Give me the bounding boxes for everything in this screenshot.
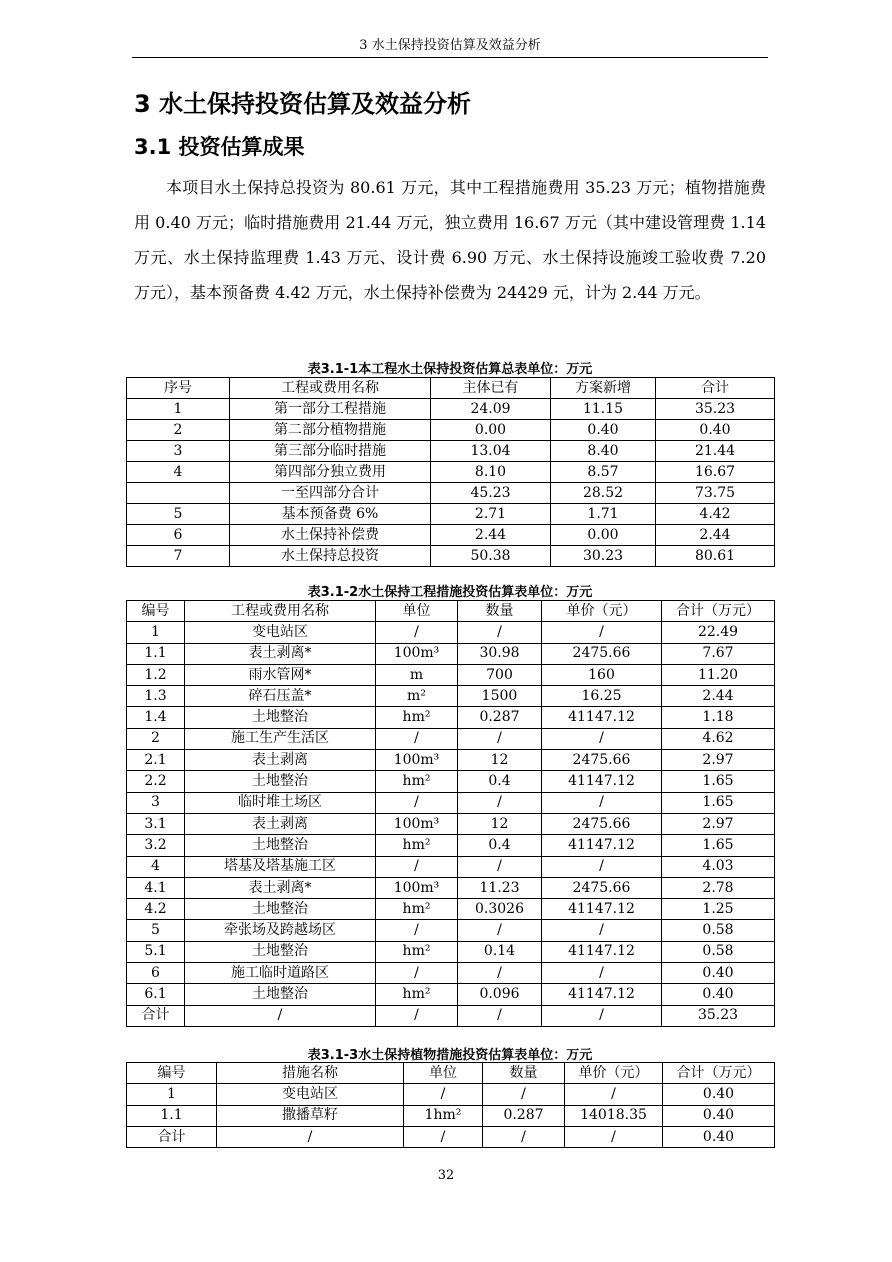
- table-cell: 41147.12: [542, 771, 662, 792]
- table-cell: 2.71: [431, 504, 551, 525]
- table-cell: /: [458, 920, 542, 941]
- table-cell: /: [458, 856, 542, 877]
- table-cell: 水土保持补偿费: [230, 525, 431, 546]
- table-cell: 30.23: [551, 546, 656, 567]
- table-cell: /: [185, 1005, 376, 1026]
- table-cell: /: [404, 1084, 483, 1105]
- table-cell: 基本预备费 6%: [230, 504, 431, 525]
- table-cell: 0.58: [662, 941, 775, 962]
- table-cell: 变电站区: [217, 1084, 404, 1105]
- column-header: 编号: [127, 601, 185, 622]
- table-cell: 表土剥离: [185, 813, 376, 834]
- table-cell: 1.1: [127, 1105, 217, 1126]
- table-cell: 11.15: [551, 399, 656, 420]
- table-cell: 2475.66: [542, 877, 662, 898]
- column-header: 数量: [458, 601, 542, 622]
- table-row: [127, 1126, 775, 1147]
- table-cell: /: [458, 963, 542, 984]
- column-header: 合计（万元）: [662, 601, 775, 622]
- table-cell: 2.44: [431, 525, 551, 546]
- table-row: [127, 1105, 775, 1126]
- table-cell: 牵张场及跨越场区: [185, 920, 376, 941]
- table-cell: hm²: [376, 984, 458, 1005]
- table-cell: hm²: [376, 899, 458, 920]
- column-header: 方案新增: [551, 378, 656, 399]
- table-cell: 2475.66: [542, 750, 662, 771]
- table-header-row: [127, 1063, 775, 1084]
- table-cell: 施工临时道路区: [185, 963, 376, 984]
- table-cell: 7: [127, 546, 230, 567]
- column-header: 单位: [376, 601, 458, 622]
- table-cell: 35.23: [662, 1005, 775, 1026]
- table-cell: 第四部分独立费用: [230, 462, 431, 483]
- table-cell: 3.2: [127, 835, 185, 856]
- table-row: [127, 420, 775, 441]
- table-cell: 30.98: [458, 643, 542, 664]
- header-divider: [132, 57, 768, 58]
- table-cell: 2.2: [127, 771, 185, 792]
- table-row: [127, 504, 775, 525]
- table-row: [127, 525, 775, 546]
- column-header: 单价（元）: [542, 601, 662, 622]
- table-cell: /: [542, 856, 662, 877]
- table-cell: 16.67: [656, 462, 775, 483]
- table-cell: m²: [376, 686, 458, 707]
- table-cell: hm²: [376, 707, 458, 728]
- table-cell: /: [376, 622, 458, 643]
- table1-body: [127, 399, 775, 567]
- table-row: [127, 462, 775, 483]
- table-cell: 3: [127, 441, 230, 462]
- table-cell: 6.1: [127, 984, 185, 1005]
- table-cell: 8.40: [551, 441, 656, 462]
- table-cell: 0.4: [458, 771, 542, 792]
- section-heading: 3.1 投资估算成果: [134, 135, 305, 159]
- table-cell: 13.04: [431, 441, 551, 462]
- table-cell: 1500: [458, 686, 542, 707]
- table-cell: hm²: [376, 835, 458, 856]
- table-cell: 4: [127, 462, 230, 483]
- table-cell: /: [404, 1126, 483, 1147]
- table-cell: hm²: [376, 941, 458, 962]
- table-cell: 8.57: [551, 462, 656, 483]
- table-cell: 施工生产生活区: [185, 728, 376, 749]
- table-cell: 100m³: [376, 813, 458, 834]
- table-cell: 0.40: [662, 963, 775, 984]
- table-cell: /: [565, 1084, 663, 1105]
- column-header: 序号: [127, 378, 230, 399]
- summary-paragraph: 本项目水土保持总投资为 80.61 万元，其中工程措施费用 35.23 万元；植物措施费用 0.40 万元；临时措施费用 21.44 万元，独立费用 16.67 万元（其中建设管理费 1.14 万元、水土保持监理费 1.43 万元、设计费 6.90 万元、水土保持设施竣工验收费 7.20 万元），基本预备费 4.42 万元，水土保持补偿费为 24429 元，计为 2.44 万元。: [134, 178, 766, 302]
- table-row: [127, 664, 775, 685]
- table-cell: 4.2: [127, 899, 185, 920]
- table-cell: 160: [542, 664, 662, 685]
- table-cell: /: [458, 622, 542, 643]
- table-cell: /: [542, 1005, 662, 1026]
- table-cell: 0.096: [458, 984, 542, 1005]
- table-header-row: [127, 378, 775, 399]
- table-row: [127, 771, 775, 792]
- table-cell: 2.44: [656, 525, 775, 546]
- table-cell: 1.25: [662, 899, 775, 920]
- table-row: [127, 941, 775, 962]
- table-row: [127, 920, 775, 941]
- table-cell: 41147.12: [542, 835, 662, 856]
- table-cell: 1.18: [662, 707, 775, 728]
- table-cell: 2.78: [662, 877, 775, 898]
- table-cell: 100m³: [376, 643, 458, 664]
- table-cell: 0.40: [662, 984, 775, 1005]
- table-cell: 1.3: [127, 686, 185, 707]
- table-cell: 35.23: [656, 399, 775, 420]
- column-header: 主体已有: [431, 378, 551, 399]
- table-cell: 0.4: [458, 835, 542, 856]
- table-cell: /: [376, 856, 458, 877]
- column-header: 数量: [483, 1063, 565, 1084]
- table-cell: [127, 483, 230, 504]
- table-cell: 0.00: [431, 420, 551, 441]
- table-cell: /: [376, 728, 458, 749]
- table-cell: 第二部分植物措施: [230, 420, 431, 441]
- table-cell: 4.1: [127, 877, 185, 898]
- table-cell: 表土剥离: [185, 750, 376, 771]
- table-cell: 1.65: [662, 835, 775, 856]
- column-header: 合计: [656, 378, 775, 399]
- table-cell: 45.23: [431, 483, 551, 504]
- investment-summary-table: [126, 377, 775, 567]
- table-cell: 4: [127, 856, 185, 877]
- table-cell: /: [458, 728, 542, 749]
- table-cell: 4.62: [662, 728, 775, 749]
- table-cell: 4.03: [662, 856, 775, 877]
- table-cell: 2.97: [662, 750, 775, 771]
- table-cell: 5: [127, 920, 185, 941]
- table-row: [127, 750, 775, 771]
- table-cell: 碎石压盖*: [185, 686, 376, 707]
- column-header: 工程或费用名称: [185, 601, 376, 622]
- table-cell: /: [376, 792, 458, 813]
- table3-caption: 表3.1-3水土保持植物措施投资估算表单位：万元: [307, 1048, 593, 1063]
- table-cell: 撒播草籽: [217, 1105, 404, 1126]
- table-row: [127, 707, 775, 728]
- column-header: 合计（万元）: [663, 1063, 775, 1084]
- table-cell: 0.40: [663, 1105, 775, 1126]
- table-row: [127, 622, 775, 643]
- table-cell: 土地整治: [185, 941, 376, 962]
- table-cell: 12: [458, 750, 542, 771]
- column-header: 单位: [404, 1063, 483, 1084]
- table1-caption: 表3.1-1本工程水土保持投资估算总表单位：万元: [307, 362, 593, 377]
- table-cell: 22.49: [662, 622, 775, 643]
- table-header-row: [127, 601, 775, 622]
- table2-head: [127, 601, 775, 622]
- table-row: [127, 792, 775, 813]
- table-cell: 1.71: [551, 504, 656, 525]
- table-row: [127, 399, 775, 420]
- table-cell: 12: [458, 813, 542, 834]
- column-header: 措施名称: [217, 1063, 404, 1084]
- table-cell: 0.40: [663, 1084, 775, 1105]
- table-cell: 0.40: [551, 420, 656, 441]
- table-cell: 土地整治: [185, 899, 376, 920]
- table-cell: 第一部分工程措施: [230, 399, 431, 420]
- table-cell: 41147.12: [542, 941, 662, 962]
- table-cell: /: [458, 1005, 542, 1026]
- table-cell: 2475.66: [542, 813, 662, 834]
- table-row: [127, 899, 775, 920]
- table-cell: 临时堆土场区: [185, 792, 376, 813]
- page-number: 32: [437, 1168, 455, 1183]
- table-cell: 2.44: [662, 686, 775, 707]
- table-cell: 14018.35: [565, 1105, 663, 1126]
- table-cell: 变电站区: [185, 622, 376, 643]
- table-cell: m: [376, 664, 458, 685]
- table-cell: 6: [127, 525, 230, 546]
- table-cell: /: [542, 622, 662, 643]
- table-cell: 41147.12: [542, 899, 662, 920]
- table-cell: /: [376, 920, 458, 941]
- table-cell: 41147.12: [542, 984, 662, 1005]
- table-cell: 1.65: [662, 792, 775, 813]
- chapter-heading: 3 水土保持投资估算及效益分析: [134, 90, 472, 118]
- table-cell: 100m³: [376, 877, 458, 898]
- table-cell: 80.61: [656, 546, 775, 567]
- table-cell: 7.67: [662, 643, 775, 664]
- table-cell: 塔基及塔基施工区: [185, 856, 376, 877]
- running-header: 3 水土保持投资估算及效益分析: [359, 38, 541, 53]
- table-cell: 73.75: [656, 483, 775, 504]
- table-row: [127, 835, 775, 856]
- table-cell: 第三部分临时措施: [230, 441, 431, 462]
- table-cell: 1.2: [127, 664, 185, 685]
- table-cell: 8.10: [431, 462, 551, 483]
- table-cell: 1.1: [127, 643, 185, 664]
- table-row: [127, 441, 775, 462]
- table-cell: 100m³: [376, 750, 458, 771]
- table-row: [127, 1084, 775, 1105]
- table-cell: 21.44: [656, 441, 775, 462]
- table-cell: 土地整治: [185, 835, 376, 856]
- table2-body: [127, 622, 775, 1027]
- table-cell: 2.97: [662, 813, 775, 834]
- table-cell: /: [217, 1126, 404, 1147]
- table-cell: 3: [127, 792, 185, 813]
- table-cell: 土地整治: [185, 707, 376, 728]
- table-cell: 1: [127, 622, 185, 643]
- table-cell: /: [483, 1084, 565, 1105]
- table-cell: 41147.12: [542, 707, 662, 728]
- table-cell: 一至四部分合计: [230, 483, 431, 504]
- table-cell: 2: [127, 728, 185, 749]
- table-cell: 24.09: [431, 399, 551, 420]
- table-cell: 雨水管网*: [185, 664, 376, 685]
- table-row: [127, 643, 775, 664]
- table-cell: 5.1: [127, 941, 185, 962]
- table-row: [127, 856, 775, 877]
- column-header: 单价（元）: [565, 1063, 663, 1084]
- table-cell: /: [483, 1126, 565, 1147]
- table-row: [127, 1005, 775, 1026]
- table-cell: 1: [127, 399, 230, 420]
- table-row: [127, 877, 775, 898]
- table-cell: 水土保持总投资: [230, 546, 431, 567]
- table-row: [127, 483, 775, 504]
- table-cell: /: [542, 920, 662, 941]
- table-cell: 0.287: [458, 707, 542, 728]
- table-cell: 16.25: [542, 686, 662, 707]
- table-cell: 2475.66: [542, 643, 662, 664]
- table-cell: 6: [127, 963, 185, 984]
- table-cell: 1.4: [127, 707, 185, 728]
- table-cell: 3.1: [127, 813, 185, 834]
- table-cell: 表土剥离*: [185, 643, 376, 664]
- table-cell: 50.38: [431, 546, 551, 567]
- table3-head: [127, 1063, 775, 1084]
- table-row: [127, 546, 775, 567]
- table-cell: /: [376, 963, 458, 984]
- table-cell: /: [565, 1126, 663, 1147]
- table-row: [127, 728, 775, 749]
- table-cell: 1hm²: [404, 1105, 483, 1126]
- table-cell: /: [542, 963, 662, 984]
- table-cell: 0.40: [663, 1126, 775, 1147]
- table-cell: 1: [127, 1084, 217, 1105]
- table-cell: 土地整治: [185, 984, 376, 1005]
- table-cell: 1.65: [662, 771, 775, 792]
- table-cell: 0.14: [458, 941, 542, 962]
- table-cell: /: [376, 1005, 458, 1026]
- table-row: [127, 813, 775, 834]
- table-cell: 0.00: [551, 525, 656, 546]
- plant-measures-table: [126, 1062, 775, 1148]
- table-cell: 合计: [127, 1005, 185, 1026]
- engineering-measures-table: [126, 600, 775, 1027]
- table-cell: 0.58: [662, 920, 775, 941]
- table-cell: 700: [458, 664, 542, 685]
- table-row: [127, 686, 775, 707]
- table-cell: 4.42: [656, 504, 775, 525]
- table-cell: 表土剥离*: [185, 877, 376, 898]
- table-cell: 11.20: [662, 664, 775, 685]
- table-cell: 合计: [127, 1126, 217, 1147]
- table-cell: 2: [127, 420, 230, 441]
- table-cell: /: [542, 728, 662, 749]
- table-cell: 5: [127, 504, 230, 525]
- table-cell: hm²: [376, 771, 458, 792]
- table-row: [127, 963, 775, 984]
- table-cell: 0.287: [483, 1105, 565, 1126]
- table-cell: 2.1: [127, 750, 185, 771]
- table2-caption: 表3.1-2水土保持工程措施投资估算表单位：万元: [307, 585, 593, 600]
- table-cell: 28.52: [551, 483, 656, 504]
- table-cell: 0.3026: [458, 899, 542, 920]
- table1-head: [127, 378, 775, 399]
- table-cell: 0.40: [656, 420, 775, 441]
- table-cell: 11.23: [458, 877, 542, 898]
- table3-body: [127, 1084, 775, 1148]
- column-header: 工程或费用名称: [230, 378, 431, 399]
- table-row: [127, 984, 775, 1005]
- column-header: 编号: [127, 1063, 217, 1084]
- table-cell: 土地整治: [185, 771, 376, 792]
- table-cell: /: [542, 792, 662, 813]
- table-cell: /: [458, 792, 542, 813]
